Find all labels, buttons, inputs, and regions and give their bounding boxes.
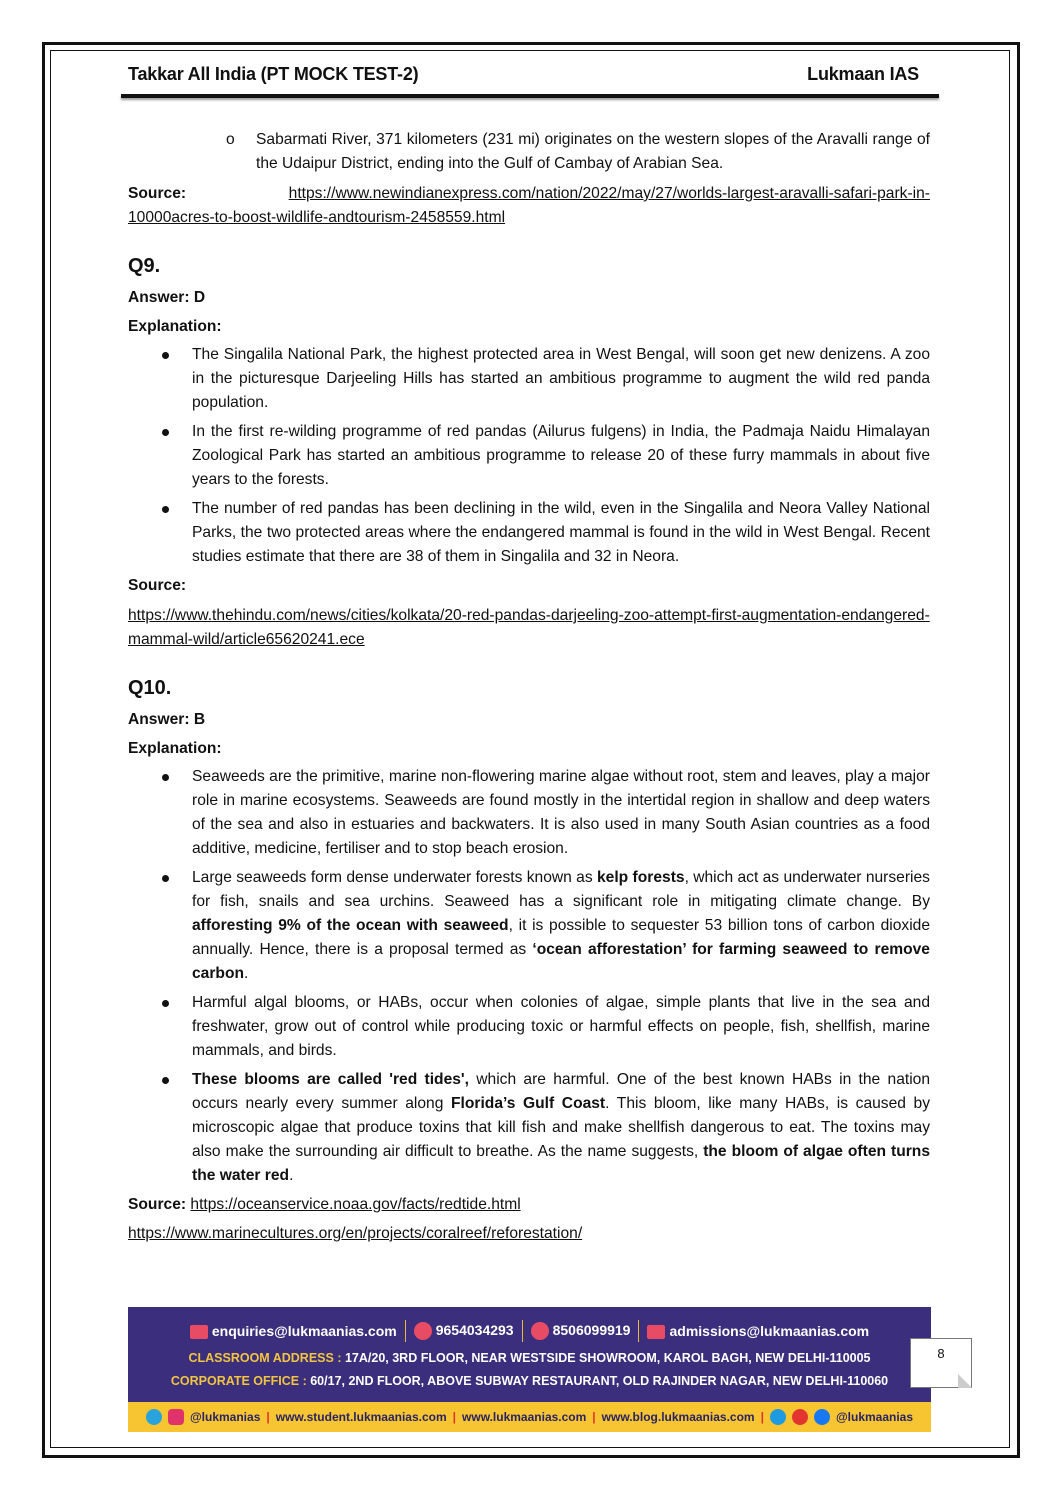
bold-text: the bloom of algae often turns the water red	[192, 1143, 930, 1184]
q9-source-link[interactable]: https://www.thehindu.com/news/cities/kolkata/20-red-pandas-darjeeling-zoo-attempt-first-augmentation-endangered-mammal-wild/article65620241.ece	[128, 607, 930, 648]
phone-icon	[414, 1322, 432, 1340]
bullet-text: .	[289, 1167, 294, 1184]
bullet-text: Large seaweeds form dense underwater forests known as	[192, 869, 597, 886]
bullet-text: .	[244, 965, 249, 982]
q10-answer: Answer: B	[128, 711, 206, 728]
bullet-text: Harmful algal blooms, or HABs, occur when colonies of algae, simple plants that live in the sea and freshwater, grow out of control while producing toxic or harmful effects on people, fish, shellfish, marine mammals, and birds.	[192, 994, 930, 1059]
bullet-text: , which act as underwater nurseries for fish, snails and sea urchins. Seaweed has a significant role in mitigating climate change. By	[192, 869, 930, 910]
bullet-item	[128, 866, 930, 986]
sub-bullet	[128, 128, 930, 176]
bullet-item	[128, 1068, 930, 1188]
source-line	[128, 182, 930, 230]
q10-bullets	[128, 765, 930, 1188]
bullet-text: which are harmful. One of the best known HABs in the nation occurs nearly every summer along	[192, 1071, 931, 1112]
header-rule	[121, 94, 939, 98]
bullet-item	[128, 497, 930, 569]
bullet-text: , it is possible to sequester 53 billion tons of carbon dioxide annually. Hence, there is a proposal termed as	[192, 917, 930, 958]
header-title: Takkar All India (PT MOCK TEST-2)	[128, 64, 419, 84]
q10-source-link-2[interactable]: https://www.marinecultures.org/en/projects/coralreef/reforestation/	[128, 1225, 583, 1242]
classroom-address: 17A/20, 3RD FLOOR, NEAR WESTSIDE SHOWROOM, KAROL BAGH, NEW DELHI-110005	[344, 1351, 871, 1365]
bullet-text: . This bloom, like many HABs, is caused by microscopic algae that produce toxins that kill fish and make shellfish dangerous to eat. The toxins may also make the surrounding air difficult to breathe. As the name suggests,	[192, 1095, 931, 1160]
bold-text: ‘ocean afforestation’ for farming seaweed to remove carbon	[192, 941, 930, 982]
classroom-label: CLASSROOM ADDRESS :	[188, 1351, 342, 1365]
social-handle[interactable]: @lukmanias	[189, 1410, 261, 1424]
footer-banner: enquiries@lukmaanias.com 9654034293 8506099919 admissions@lukmaanias.com CLASSROOM ADDRESS : 17A/20, 3RD FLOOR, NEAR WESTSIDE SHOWROOM, KAROL BAGH, NEW DELHI-110005 CORPORATE OFFICE : 60/17, 2ND FLOOR, ABOVE SUBWAY RESTAURANT, OLD RAJINDER NAGAR, NEW DELHI-110060 @lukmanias | www.student.lukmaanias.com | www.lukmaanias.com | www.blog.lukmaanias.com | @lukmaanias	[128, 1307, 931, 1432]
bullet-text: In the first re-wilding programme of red pandas (Ailurus fulgens) in India, the Padmaja Naidu Himalayan Zoological Park has started an ambitious programme to release 20 of these furry mammals in about five years to the forests.	[192, 423, 930, 488]
bullet-icon	[162, 774, 169, 781]
student-site[interactable]: www.student.lukmaanias.com	[275, 1410, 447, 1424]
q9-bullets	[128, 343, 930, 569]
whatsapp-icon	[531, 1322, 549, 1340]
q10-explanation-label: Explanation:	[128, 740, 222, 757]
bullet-item	[128, 991, 930, 1063]
sub-bullet-marker: o	[226, 131, 235, 148]
content	[128, 128, 930, 1246]
bullet-icon	[162, 1000, 169, 1007]
q10-source-link-1[interactable]: https://oceanservice.noaa.gov/facts/redtide.html	[190, 1196, 521, 1213]
blog-site[interactable]: www.blog.lukmaanias.com	[601, 1410, 755, 1424]
q10-title: Q10.	[128, 677, 172, 699]
youtube-icon[interactable]	[792, 1409, 808, 1425]
bold-text: Florida’s Gulf Coast	[451, 1095, 606, 1112]
main-site[interactable]: www.lukmaanias.com	[462, 1410, 587, 1424]
bold-text: kelp forests	[597, 869, 685, 886]
q9-explanation-label: Explanation:	[128, 318, 222, 335]
twitter-icon[interactable]	[770, 1409, 786, 1425]
admissions-email[interactable]: admissions@lukmaanias.com	[669, 1322, 870, 1339]
whatsapp-number[interactable]: 8506099919	[552, 1321, 631, 1338]
bullet-item	[128, 420, 930, 492]
bullet-icon	[162, 1077, 169, 1084]
bullet-text: Seaweeds are the primitive, marine non-flowering marine algae without root, stem and leaves, play a major role in marine ecosystems. Seaweeds are found mostly in the intertidal region in shallow and deep waters of the sea and also in estuaries and backwaters. It is also used in many South Asian countries as a food additive, medicine, fertiliser and to stop beach erosion.	[192, 768, 930, 857]
bullet-icon	[162, 875, 169, 882]
page-number: 8	[937, 1346, 945, 1361]
bullet-item	[128, 765, 930, 861]
source-link[interactable]: https://www.newindianexpress.com/nation/2022/may/27/worlds-largest-aravalli-safari-park-in-10000acres-to-boost-wildlife-andtourism-2458559.html	[128, 185, 930, 226]
bold-text: These blooms are called 'red tides',	[192, 1071, 469, 1088]
telegram-icon[interactable]	[146, 1409, 162, 1425]
bullet-item	[128, 343, 930, 415]
q9-title: Q9.	[128, 255, 161, 277]
header-brand: Lukmaan IAS	[807, 64, 919, 84]
enquiries-email[interactable]: enquiries@lukmaanias.com	[211, 1322, 397, 1339]
mail-icon	[647, 1325, 665, 1339]
bullet-icon	[162, 506, 169, 513]
page-number-box	[910, 1338, 972, 1388]
bullet-icon	[162, 352, 169, 359]
q9-answer: Answer: D	[128, 289, 206, 306]
instagram-icon[interactable]	[168, 1409, 184, 1425]
source-label: Source:	[128, 185, 187, 202]
facebook-icon[interactable]	[814, 1409, 830, 1425]
mail-icon	[190, 1325, 208, 1339]
bold-text: afforesting 9% of the ocean with seaweed	[192, 917, 509, 934]
sub-bullet-text: Sabarmati River, 371 kilometers (231 mi) originates on the western slopes of the Aravalli range of the Udaipur District, ending into the Gulf of Cambay of Arabian Sea.	[256, 131, 930, 172]
phone-number[interactable]: 9654034293	[435, 1321, 514, 1338]
q10-source-label: Source:	[128, 1196, 187, 1213]
q9-source-label: Source:	[128, 577, 187, 594]
bullet-text: The number of red pandas has been declining in the wild, even in the Singalila and Neora Valley National Parks, the two protected areas where the endangered mammal is found in the wild in West Bengal. Recent studies estimate that there are 38 of them in Singalila and 32 in Neora.	[192, 500, 930, 565]
corporate-label: CORPORATE OFFICE :	[170, 1374, 307, 1388]
bullet-icon	[162, 429, 169, 436]
social-handle-2[interactable]: @lukmaanias	[835, 1410, 914, 1424]
corporate-address: 60/17, 2ND FLOOR, ABOVE SUBWAY RESTAURANT, OLD RAJINDER NAGAR, NEW DELHI-110060	[310, 1374, 889, 1388]
bullet-text: The Singalila National Park, the highest protected area in West Bengal, will soon get new denizens. A zoo in the picturesque Darjeeling Hills has started an ambitious programme to augment the wild red panda population.	[192, 346, 930, 411]
